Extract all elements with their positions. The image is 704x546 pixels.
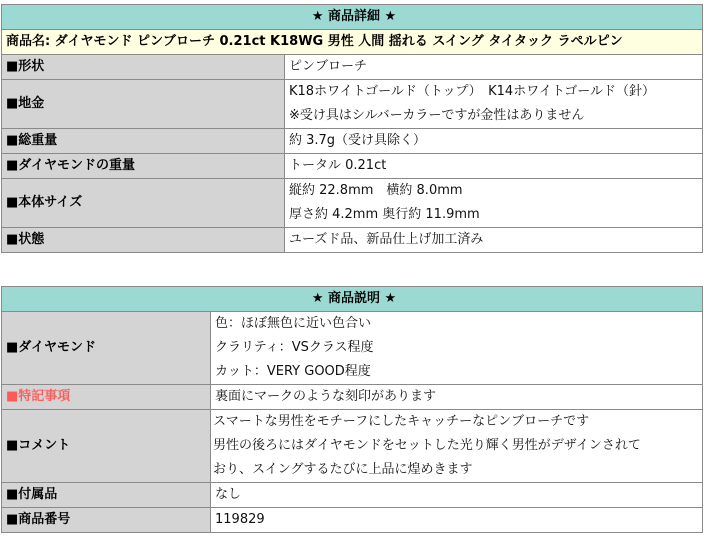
value-shape: ピンブローチ	[285, 55, 703, 80]
label-total-weight: ■総重量	[2, 129, 285, 154]
description-header: ★ 商品説明 ★	[2, 287, 703, 312]
label-comment: ■コメント	[2, 410, 211, 483]
product-name: 商品名: ダイヤモンド ピンブローチ 0.21ct K18WG 男性 人間 揺れる スイング タイタック ラペルピン	[2, 30, 703, 55]
detail-header: ★ 商品詳細 ★	[2, 5, 703, 30]
value-accessories: なし	[211, 483, 703, 508]
value-special-notes: 裏面にマークのような刻印があります	[211, 385, 703, 410]
product-detail-table	[1, 4, 703, 253]
label-diamond-weight: ■ダイヤモンドの重量	[2, 154, 285, 179]
value-total-weight: 約 3.7g（受け具除く）	[285, 129, 703, 154]
value-diamond-weight: トータル 0.21ct	[285, 154, 703, 179]
label-accessories: ■付属品	[2, 483, 211, 508]
label-metal: ■地金	[2, 80, 285, 129]
value-comment: スマートな男性をモチーフにしたキャッチーなピンブローチです 男性の後ろにはダイヤモンドをセットした光り輝く男性がデザインされて おり、スイングするたびに上品に煌めきます	[211, 410, 703, 483]
label-condition: ■状態	[2, 228, 285, 253]
value-item-number: 119829	[211, 508, 703, 533]
label-size: ■本体サイズ	[2, 179, 285, 228]
value-diamond: 色：ほぼ無色に近い色合い クラリティ：VSクラス程度 カット：VERY GOOD程度	[211, 312, 703, 385]
product-description-table	[1, 286, 703, 533]
label-special-notes: ■特記事項	[2, 385, 211, 410]
value-size: 縦約 22.8mm 横約 8.0mm 厚さ約 4.2mm 奥行約 11.9mm	[285, 179, 703, 228]
label-diamond: ■ダイヤモンド	[2, 312, 211, 385]
value-condition: ユーズド品、新品仕上げ加工済み	[285, 228, 703, 253]
label-shape: ■形状	[2, 55, 285, 80]
label-item-number: ■商品番号	[2, 508, 211, 533]
value-metal: K18ホワイトゴールド（トップ） K14ホワイトゴールド（針） ※受け具はシルバーカラーですが金性はありません	[285, 80, 703, 129]
